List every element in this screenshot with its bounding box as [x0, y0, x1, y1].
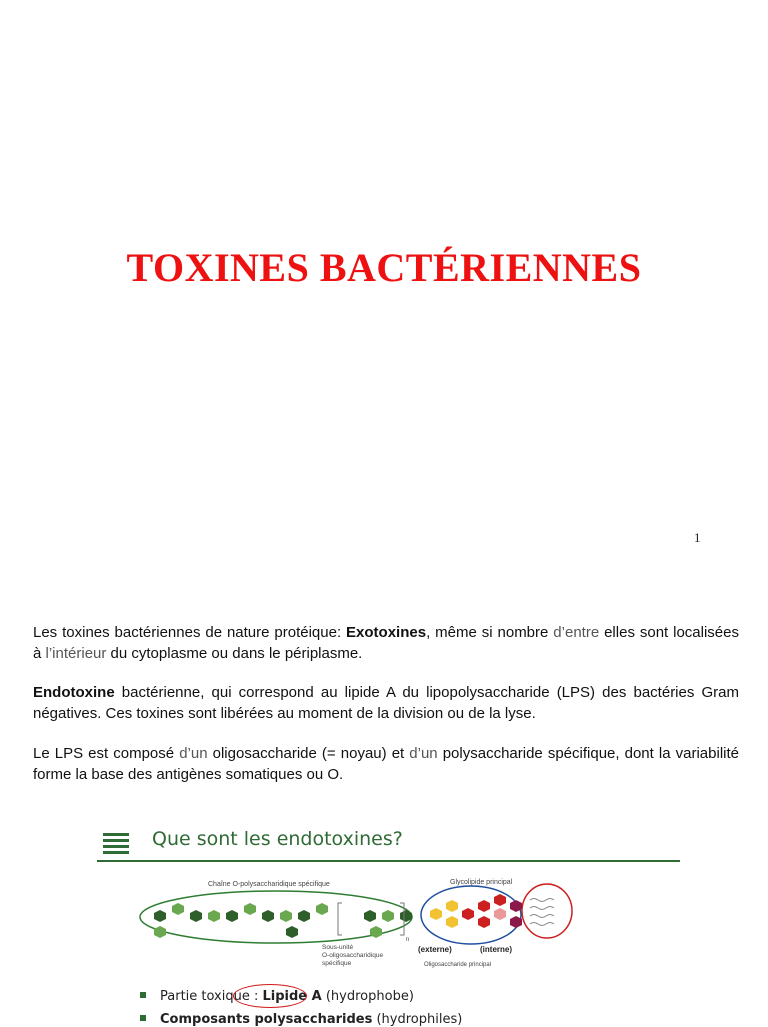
- paragraph-lps: Le LPS est composé d’un oligosaccharide (= noyau) et d’un polysaccharide spécifique, dont la variabilité forme la base des antigènes somatiques ou O.: [33, 745, 739, 783]
- heading-divider: [97, 860, 680, 862]
- label-subunit-3: spécifique: [322, 960, 352, 967]
- term-endotoxine: Endotoxine: [33, 684, 115, 701]
- core-hexagons: [430, 894, 522, 928]
- label-subunit-1: Sous-unité: [322, 944, 354, 951]
- term-exotoxines: Exotoxines: [346, 624, 427, 641]
- paragraph-endotoxin: Endotoxine bactérienne, qui correspond au lipide A du lipopolysaccharide (LPS) des bactéries Gram négatives. Ces toxines sont libérées au moment de la division ou de la lyse.: [33, 684, 739, 722]
- label-chain: Chaîne O-polysaccharidique spécifique: [208, 881, 330, 888]
- lipid-a-outline: [522, 884, 572, 938]
- label-subscript-n: n: [406, 937, 410, 943]
- bullet-polysaccharides: Composants polysaccharides (hydrophiles): [140, 1012, 462, 1027]
- bullet-toxic-part: Partie toxique : Lipide A (hydrophobe): [140, 989, 414, 1004]
- page-number: 1: [694, 530, 701, 545]
- document-title: TOXINES BACTÉRIENNES: [126, 245, 642, 290]
- bullet-dot: [140, 992, 146, 998]
- label-external: (externe): [418, 945, 452, 954]
- figure-heading: Que sont les endotoxines?: [152, 828, 403, 850]
- bullet-dot: [140, 1015, 146, 1021]
- lps-diagram: [136, 873, 586, 973]
- label-glycolipid: Glycolipide principal: [450, 879, 513, 886]
- label-internal: (interne): [480, 945, 512, 954]
- label-subunit-2: O-oligosaccharidique: [322, 952, 384, 959]
- paragraph-exotoxins: Les toxines bactériennes de nature protéique: Exotoxines, même si nombre d’entre elles sont localisées à l’intérieur du cytoplasme ou dans le périplasme.: [33, 624, 739, 662]
- o-chain-hexagons: [154, 903, 412, 938]
- lipid-a-tails: [530, 899, 554, 926]
- lipid-highlight: Lipide: [262, 989, 308, 1004]
- label-core: Oligosaccharide principal: [424, 962, 492, 968]
- menu-icon: [103, 833, 129, 857]
